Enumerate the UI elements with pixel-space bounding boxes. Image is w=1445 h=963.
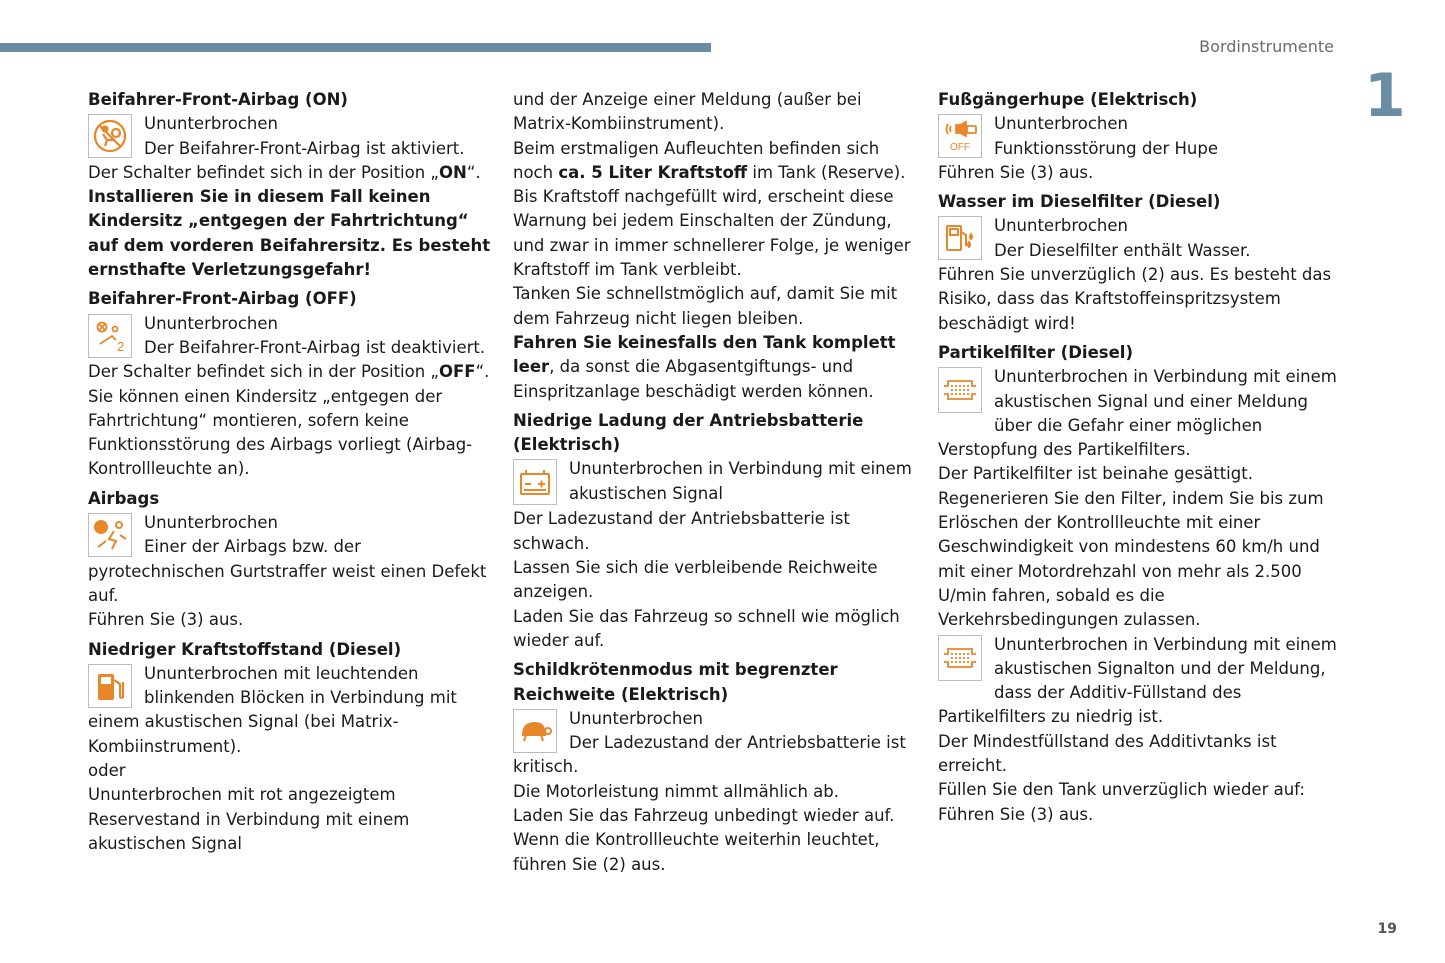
fuel-cont-line4: Tanken Sie schnellstmöglich auf, damit Sie mit dem Fahrzeug nicht liegen bleiben. [513, 284, 898, 328]
heading-fuel-low: Niedriger Kraftstoffstand (Diesel) [88, 639, 402, 659]
heading-pedestrian-horn: Fußgängerhupe (Elektrisch) [938, 90, 1198, 109]
heading-airbag-on: Beifahrer-Front-Airbag (ON) [88, 90, 348, 109]
turtle-line4: Laden Sie das Fahrzeug unbedingt wieder auf. [513, 806, 895, 826]
heading-battery-low: Niedrige Ladung der Antriebsbatterie (Elektrisch) [513, 410, 864, 455]
airbag-off-position: OFF [438, 362, 476, 382]
particle-line6: Füllen Sie den Tank unverzüglich wieder auf: Führen Sie (3) aus. [938, 780, 1305, 824]
battery-line2: Der Ladezustand der Antriebsbatterie ist schwach. [513, 509, 850, 553]
particle-filter-additive-icon [938, 635, 982, 681]
column-1 [88, 88, 493, 856]
airbag-off-line3-c: “. [475, 362, 490, 382]
fuel-line1: Ununterbrochen mit leuchtenden blinkenden Blöcken in Verbindung mit einem akustischen Signal (bei Matrix-Kombiinstrument). [88, 663, 457, 756]
airbag-off-line2: Der Beifahrer-Front-Airbag ist deaktiviert. [144, 337, 486, 357]
airbags-fault-icon [88, 513, 132, 557]
svg-text:2: 2 [117, 338, 125, 354]
airbag-on-line3-c: “. [466, 162, 481, 182]
water-in-fuel-icon [938, 216, 982, 260]
airbag-on-position: ON [438, 162, 467, 182]
horn-off-icon [938, 114, 982, 158]
airbags-line2: Einer der Airbags bzw. der pyrotechnischen Gurtstraffer weist einen Defekt auf. [88, 537, 487, 605]
particle-line3: Regenerieren Sie den Filter, indem Sie bis zum Erlöschen der Kontrollleuchte mit einer Geschwindigkeit von mindestens 60 km/h und mit einer Motordrehzahl von mehr als 2.500 U/min fahren, sobald es die Verkehrsbedingungen zulassen. [938, 488, 1324, 630]
fuel-cont-line1: und der Anzeige einer Meldung (außer bei Matrix-Kombiinstrument). [513, 90, 862, 134]
airbag-on-warning [88, 185, 493, 282]
turtle-line2: Der Ladezustand der Antriebsbatterie ist kritisch. [513, 733, 906, 777]
column-2 [513, 88, 913, 877]
airbag-on-line3-a: Der Schalter befindet sich in der Position „ [88, 162, 439, 182]
horn-line3: Führen Sie (3) aus. [938, 162, 1094, 182]
heading-airbag-off: Beifahrer-Front-Airbag (OFF) [88, 289, 357, 309]
fuel-cont-line5-bold: Fahren Sie keinesfalls den Tank komplett leer [513, 332, 896, 377]
turtle-line1: Ununterbrochen [569, 708, 703, 728]
heading-water-diesel-filter: Wasser im Dieselfilter (Diesel) [938, 192, 1221, 212]
fuel-cont-line2 [513, 137, 913, 186]
water-line2: Der Dieselfilter enthält Wasser. [994, 240, 1251, 260]
particle-line2: Der Partikelfilter ist beinahe gesättigt. [938, 464, 1253, 484]
water-line3: Führen Sie unverzüglich (2) aus. Es besteht das Risiko, dass das Kraftstoffeinspritzsystem beschädigt wird! [938, 265, 1332, 333]
turtle-line5: Wenn die Kontrollleuchte weiterhin leuchtet, führen Sie (2) aus. [513, 830, 880, 874]
particle-line5: Der Mindestfüllstand des Additivtanks ist erreicht. [938, 731, 1277, 776]
fuel-cont-line5 [513, 331, 913, 404]
turtle-line3: Die Motorleistung nimmt allmählich ab. [513, 781, 839, 801]
heading-particle-filter: Partikelfilter (Diesel) [938, 342, 1133, 362]
fuel-pump-icon [88, 664, 132, 708]
airbag-on-warning-text: Installieren Sie in diesem Fall keinen Kindersitz „entgegen der Fahrtrichtung“ auf dem vorderen Beifahrersitz. Es besteht ernsthafte Verletzungsgefahr! [88, 187, 491, 280]
heading-airbags: Airbags [88, 488, 160, 508]
horn-line2: Funktionsstörung der Hupe [994, 138, 1218, 158]
battery-icon [513, 459, 557, 505]
section-title: Bordinstrumente [1199, 37, 1334, 56]
fuel-cont-line2-a: Beim erstmaligen Aufleuchten befinden sich noch [513, 138, 880, 182]
particle-line4: Ununterbrochen in Verbindung mit einem akustischen Signalton und der Meldung, dass der Additiv-Füllstand des Partikelfilters zu niedrig ist. [938, 634, 1337, 727]
column-3 [938, 88, 1343, 827]
horn-off-label: OFF [950, 142, 970, 154]
particle-filter-icon [938, 367, 982, 413]
airbags-line3: Führen Sie (3) aus. [88, 610, 244, 630]
battery-line4: Laden Sie das Fahrzeug so schnell wie möglich wieder auf. [513, 606, 900, 650]
airbag-on-line3 [88, 161, 493, 185]
page-number: 19 [1377, 921, 1397, 937]
airbag-off-line3-a: Der Schalter befindet sich in der Position „ [88, 362, 439, 382]
header-accent-bar [0, 43, 711, 52]
battery-line1: Ununterbrochen in Verbindung mit einem akustischen Signal [569, 459, 912, 503]
airbag-on-icon [88, 114, 132, 158]
airbag-off-icon [88, 314, 132, 358]
airbags-line1: Ununterbrochen [144, 513, 278, 533]
horn-line1: Ununterbrochen [994, 114, 1128, 134]
airbag-on-line2: Der Beifahrer-Front-Airbag ist aktiviert. [144, 138, 465, 158]
chapter-number: 1 [1364, 61, 1406, 131]
airbag-on-line1: Ununterbrochen [144, 114, 278, 134]
water-line1: Ununterbrochen [994, 216, 1128, 236]
airbag-off-line4: Sie können einen Kindersitz „entgegen der Fahrtrichtung“ montieren, sofern keine Funktionsstörung des Airbags vorliegt (Airbag-Kontrollleuchte an). [88, 386, 473, 479]
turtle-icon [513, 709, 557, 753]
fuel-line2: oder [88, 761, 126, 781]
heading-turtle-mode: Schildkrötenmodus mit begrenzter Reichweite (Elektrisch) [513, 660, 838, 704]
battery-line3: Lassen Sie sich die verbleibende Reichweite anzeigen. [513, 558, 878, 602]
fuel-line3: Ununterbrochen mit rot angezeigtem Reservestand in Verbindung mit einem akustischen Signal [88, 785, 410, 853]
airbag-off-line3 [88, 360, 493, 384]
airbag-off-line1: Ununterbrochen [144, 313, 278, 333]
particle-line1: Ununterbrochen in Verbindung mit einem akustischen Signal und einer Meldung über die Gefahr einer möglichen Verstopfung des Partikelfilters. [938, 367, 1337, 460]
fuel-cont-line3: Bis Kraftstoff nachgefüllt wird, erscheint diese Warnung bei jedem Einschalten der Zündung, und zwar in immer schnellerer Folge, je weniger Kraftstoff im Tank verbleibt. [513, 187, 911, 280]
fuel-reserve-amount: ca. 5 Liter Kraftstoff [558, 162, 748, 182]
fuel-cont-line2-c: im Tank (Reserve). [747, 162, 906, 182]
fuel-cont-line5-b: , da sonst die Abgasentgiftungs- und Einspritzanlage beschädigt werden können. [513, 357, 874, 401]
